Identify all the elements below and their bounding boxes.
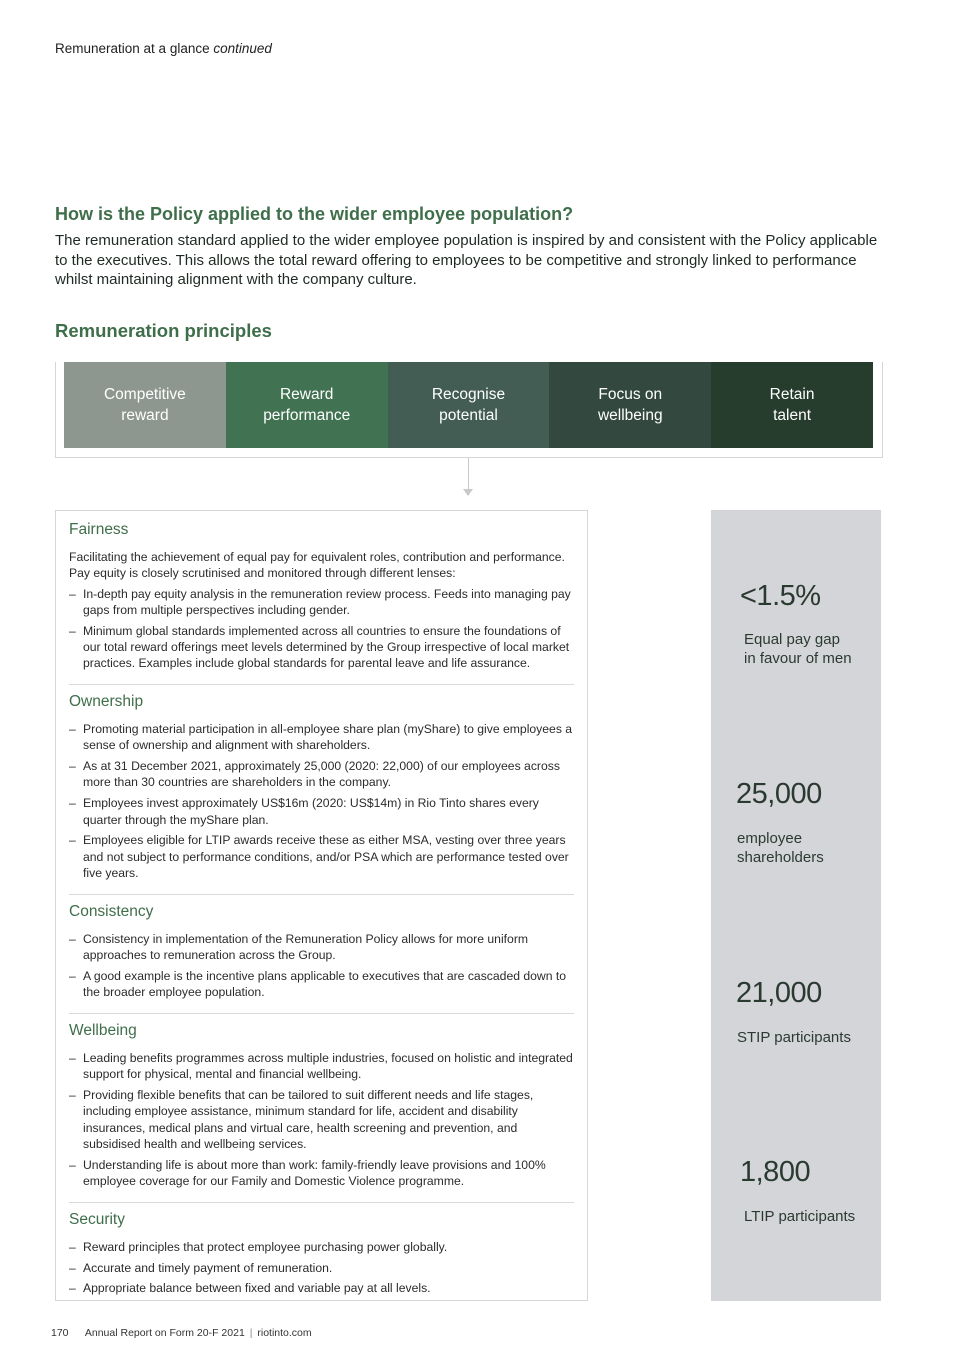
group-consistency: [69, 903, 574, 1014]
principle-line1: Focus on: [598, 386, 663, 403]
list-item: – Accurate and timely payment of remuneration.: [69, 1260, 574, 1276]
stat-shareholders-value: 25,000: [736, 778, 822, 810]
group-title: Security: [69, 1210, 125, 1228]
principle-line1: Reward: [279, 386, 334, 403]
principle-line2: talent: [773, 407, 812, 424]
page-number: 170: [51, 1327, 69, 1339]
running-head: [55, 41, 272, 56]
group-ownership: [69, 693, 574, 895]
list-item: – Employees invest approximately US$16m (2020: US$14m) in Rio Tinto shares every quarter through the myShare plan.: [69, 795, 574, 828]
stat-ltip-label: LTIP participants: [744, 1208, 856, 1225]
section-question: How is the Policy applied to the wider employee population?: [55, 204, 574, 224]
bullet-list: [69, 1050, 574, 1189]
stat-stip-label: STIP participants: [737, 1029, 851, 1046]
list-item: – Leading benefits programmes across multiple industries, focused on holistic and integrated support for physical, mental and financial wellbeing.: [69, 1050, 574, 1083]
principle-line1: Competitive: [103, 386, 186, 403]
bullet-list: [69, 931, 574, 1001]
principle-line1: Recognise: [431, 386, 506, 403]
principle-line2: potential: [439, 407, 498, 424]
stat-pay-gap-label: [744, 630, 852, 668]
stat-label-line: Equal pay gap: [744, 631, 840, 648]
stat-label-line: in favour of men: [744, 650, 852, 667]
principle-recognise-potential: [388, 362, 550, 448]
list-item: – Appropriate balance between fixed and variable pay at all levels.: [69, 1280, 574, 1296]
group-security: [69, 1211, 574, 1309]
list-item: – Promoting material participation in all-employee share plan (myShare) to give employees a sense of ownership and alignment with shareholders.: [69, 721, 574, 754]
list-item: – As at 31 December 2021, approximately 25,000 (2020: 22,000) of our employees across more than 30 countries are shareholders in the company.: [69, 758, 574, 791]
stat-label-line: shareholders: [737, 849, 824, 866]
stat-stip-value: 21,000: [736, 977, 822, 1009]
stat-pay-gap-value: <1.5%: [740, 580, 821, 612]
running-head-title: Remuneration at a glance: [55, 41, 210, 56]
footer-separator: |: [249, 1327, 253, 1339]
group-title: Fairness: [69, 521, 129, 538]
group-lead: Facilitating the achievement of equal pay for equivalent roles, contribution and performance. Pay equity is closely scrutinised and monitored through different lenses:: [69, 550, 565, 581]
principle-competitive-reward: [64, 362, 226, 448]
principle-line2: reward: [121, 407, 169, 424]
bullet-list: [69, 1239, 574, 1297]
list-item: – Consistency in implementation of the Remuneration Policy allows for more uniform approaches to remuneration across the Group.: [69, 931, 574, 964]
principle-focus-on-wellbeing: [549, 362, 711, 448]
principle-reward-performance: [226, 362, 388, 448]
list-item: – In-depth pay equity analysis in the remuneration review process. Feeds into managing pay gaps from multiple perspectives including gender.: [69, 586, 574, 619]
list-item: – Minimum global standards implemented across all countries to ensure the foundations of our total reward offerings meet levels determined by the Group irrespective of local market practices. Examples include global standards for parental leave and life assurance.: [69, 623, 574, 672]
list-item: – Reward principles that protect employee purchasing power globally.: [69, 1239, 574, 1255]
stat-label-line: employee: [737, 830, 803, 847]
running-head-continued: continued: [213, 41, 272, 56]
group-title: Wellbeing: [69, 1021, 137, 1039]
list-item: – Employees eligible for LTIP awards receive these as either MSA, vesting over three years and not subject to performance conditions, and/or PSA which are performance tested over five years.: [69, 832, 574, 881]
principle-line2: performance: [263, 407, 351, 424]
principles-bar: [64, 362, 873, 448]
section-intro: The remuneration standard applied to the wider employee population is inspired by and consistent with the Policy applicable to the executives. This allows the total reward offering to employees to be competitive and strongly linked to performance whilst maintaining alignment with the company culture.: [55, 232, 878, 288]
group-title: Ownership: [69, 693, 144, 711]
arrow-down-icon: [463, 489, 473, 496]
page-footer: [51, 1327, 312, 1339]
principle-line1: Retain: [769, 386, 815, 403]
list-item: – Understanding life is about more than work: family-friendly leave provisions and 100% employee coverage for our Family and Domestic Violence programme.: [69, 1157, 574, 1190]
principle-line2: wellbeing: [597, 407, 663, 424]
principles-title: Remuneration principles: [55, 320, 272, 341]
group-fairness: [69, 521, 574, 685]
list-item: – A good example is the incentive plans applicable to executives that are cascaded down to the broader employee population.: [69, 968, 574, 1001]
stat-ltip-value: 1,800: [740, 1156, 811, 1188]
list-item: – Providing flexible benefits that can be tailored to suit different needs and life stages, including employee assistance, minimum standard for life, accident and disability insurances, medical plans and virtual care, health screening and prevention, and subsidised health and wellbeing services.: [69, 1087, 574, 1152]
principles-detail-box: [55, 510, 588, 1301]
report-title: Annual Report on Form 20-F 2021: [84, 1327, 245, 1339]
bullet-list: [69, 586, 574, 672]
bullet-list: [69, 721, 574, 881]
stat-shareholders-label: [737, 829, 824, 867]
principle-retain-talent: [711, 362, 873, 448]
group-title: Consistency: [69, 902, 154, 920]
website-link[interactable]: riotinto.com: [257, 1327, 312, 1339]
group-wellbeing: [69, 1022, 574, 1203]
